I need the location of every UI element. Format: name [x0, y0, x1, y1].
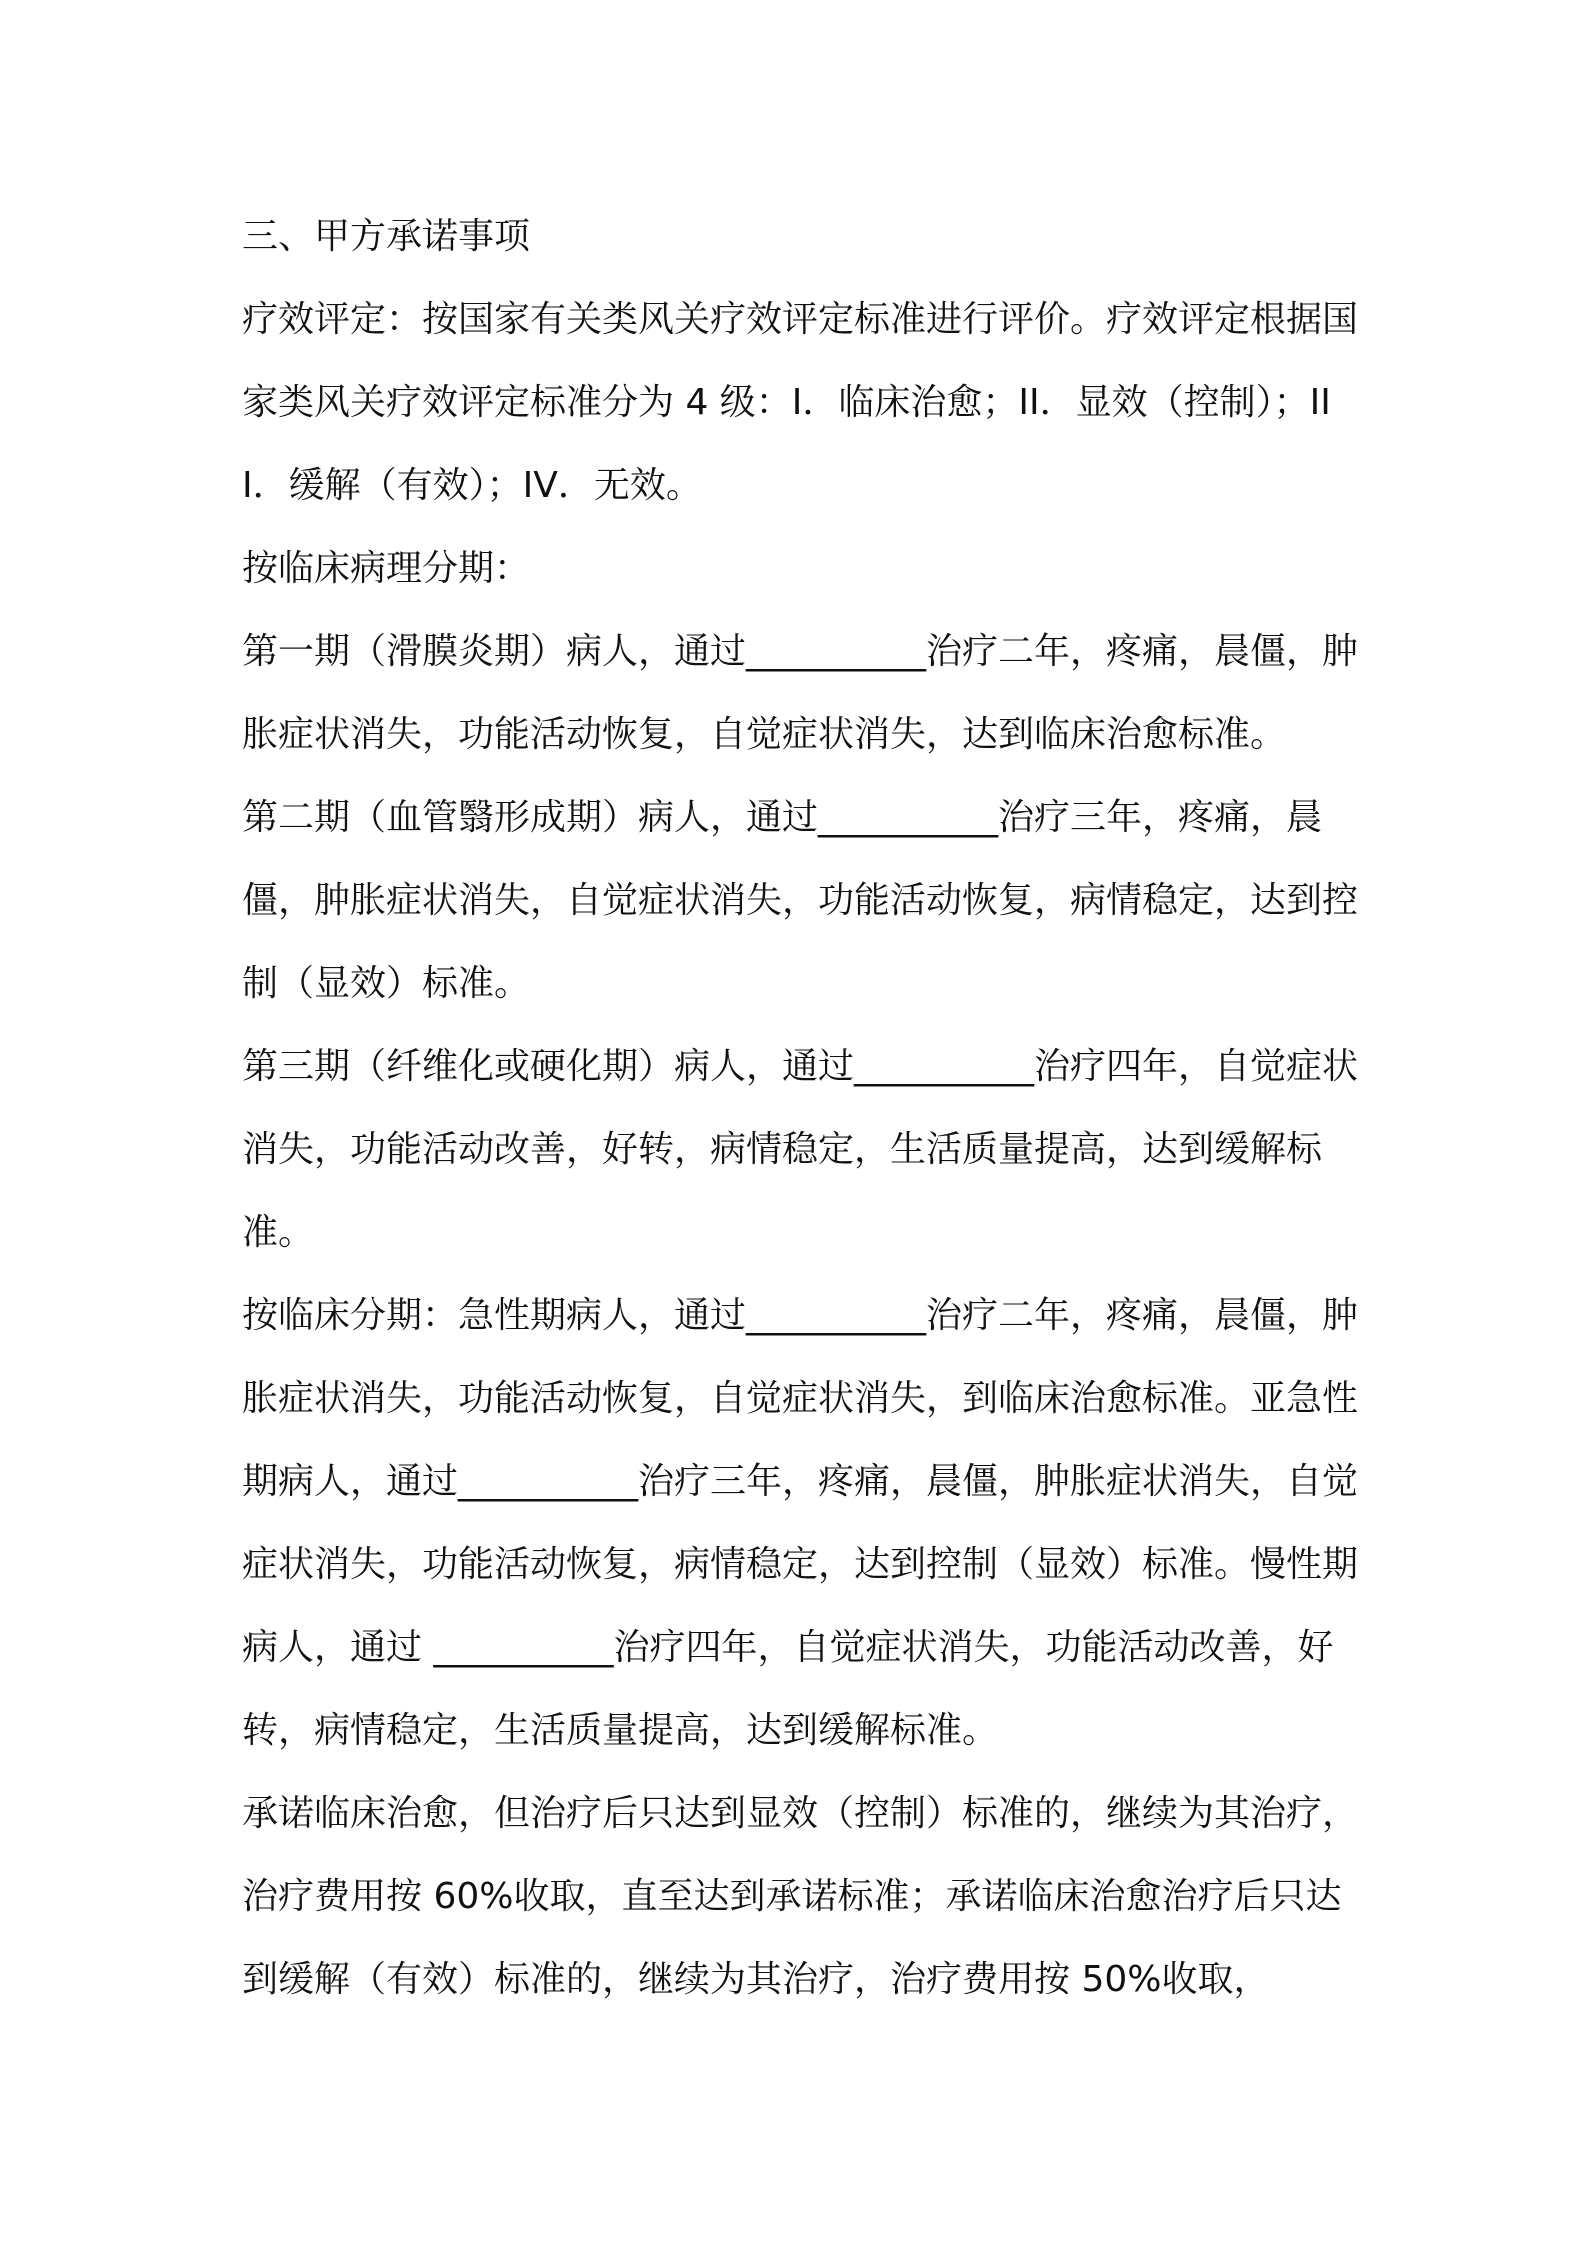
- paragraph-pathology-staging-title: 按临床病理分期：: [242, 548, 531, 589]
- paragraph-stage-three: 第三期（纤维化或硬化期）病人，通过__________治疗四年，自觉症状消失，功能活动改善，好转，病情稳定，生活质量提高，达到缓解标准。: [242, 1046, 1359, 1253]
- paragraph-efficacy-evaluation: 疗效评定：按国家有关类风关疗效评定标准进行评价。疗效评定根据国家类风关疗效评定标准分为 4 级：I．临床治愈；II．显效（控制）；III．缓解（有效）；IV．无效。: [242, 299, 1359, 506]
- paragraph-clinical-staging: 按临床分期：急性期病人，通过__________治疗二年，疼痛，晨僵，肿胀症状消失，功能活动恢复，自觉症状消失，到临床治愈标准。亚急性期病人，通过__________治疗三年，疼痛，晨僵，肿胀症状消失，自觉症状消失，功能活动恢复，病情稳定，达到控制（显效）标准。慢性期病人，通过 __________治疗四年，自觉症状消失，功能活动改善，好转，病情稳定，生活质量提高，达到缓解标准。: [242, 1295, 1359, 1751]
- paragraph-stage-one: 第一期（滑膜炎期）病人，通过__________治疗二年，疼痛，晨僵，肿胀症状消失，功能活动恢复，自觉症状消失，达到临床治愈标准。: [242, 631, 1359, 755]
- paragraph-stage-two: 第二期（血管翳形成期）病人，通过__________治疗三年，疼痛，晨僵，肿胀症状消失，自觉症状消失，功能活动恢复，病情稳定，达到控制（显效）标准。: [242, 797, 1359, 1004]
- document-body: [242, 195, 1362, 2021]
- section-heading: 三、甲方承诺事项: [242, 216, 531, 257]
- paragraph-commitment-fees: 承诺临床治愈，但治疗后只达到显效（控制）标准的，继续为其治疗，治疗费用按 60%收取，直至达到承诺标准；承诺临床治愈治疗后只达到缓解（有效）标准的，继续为其治疗，治疗费用按 50%收取，: [242, 1793, 1359, 2000]
